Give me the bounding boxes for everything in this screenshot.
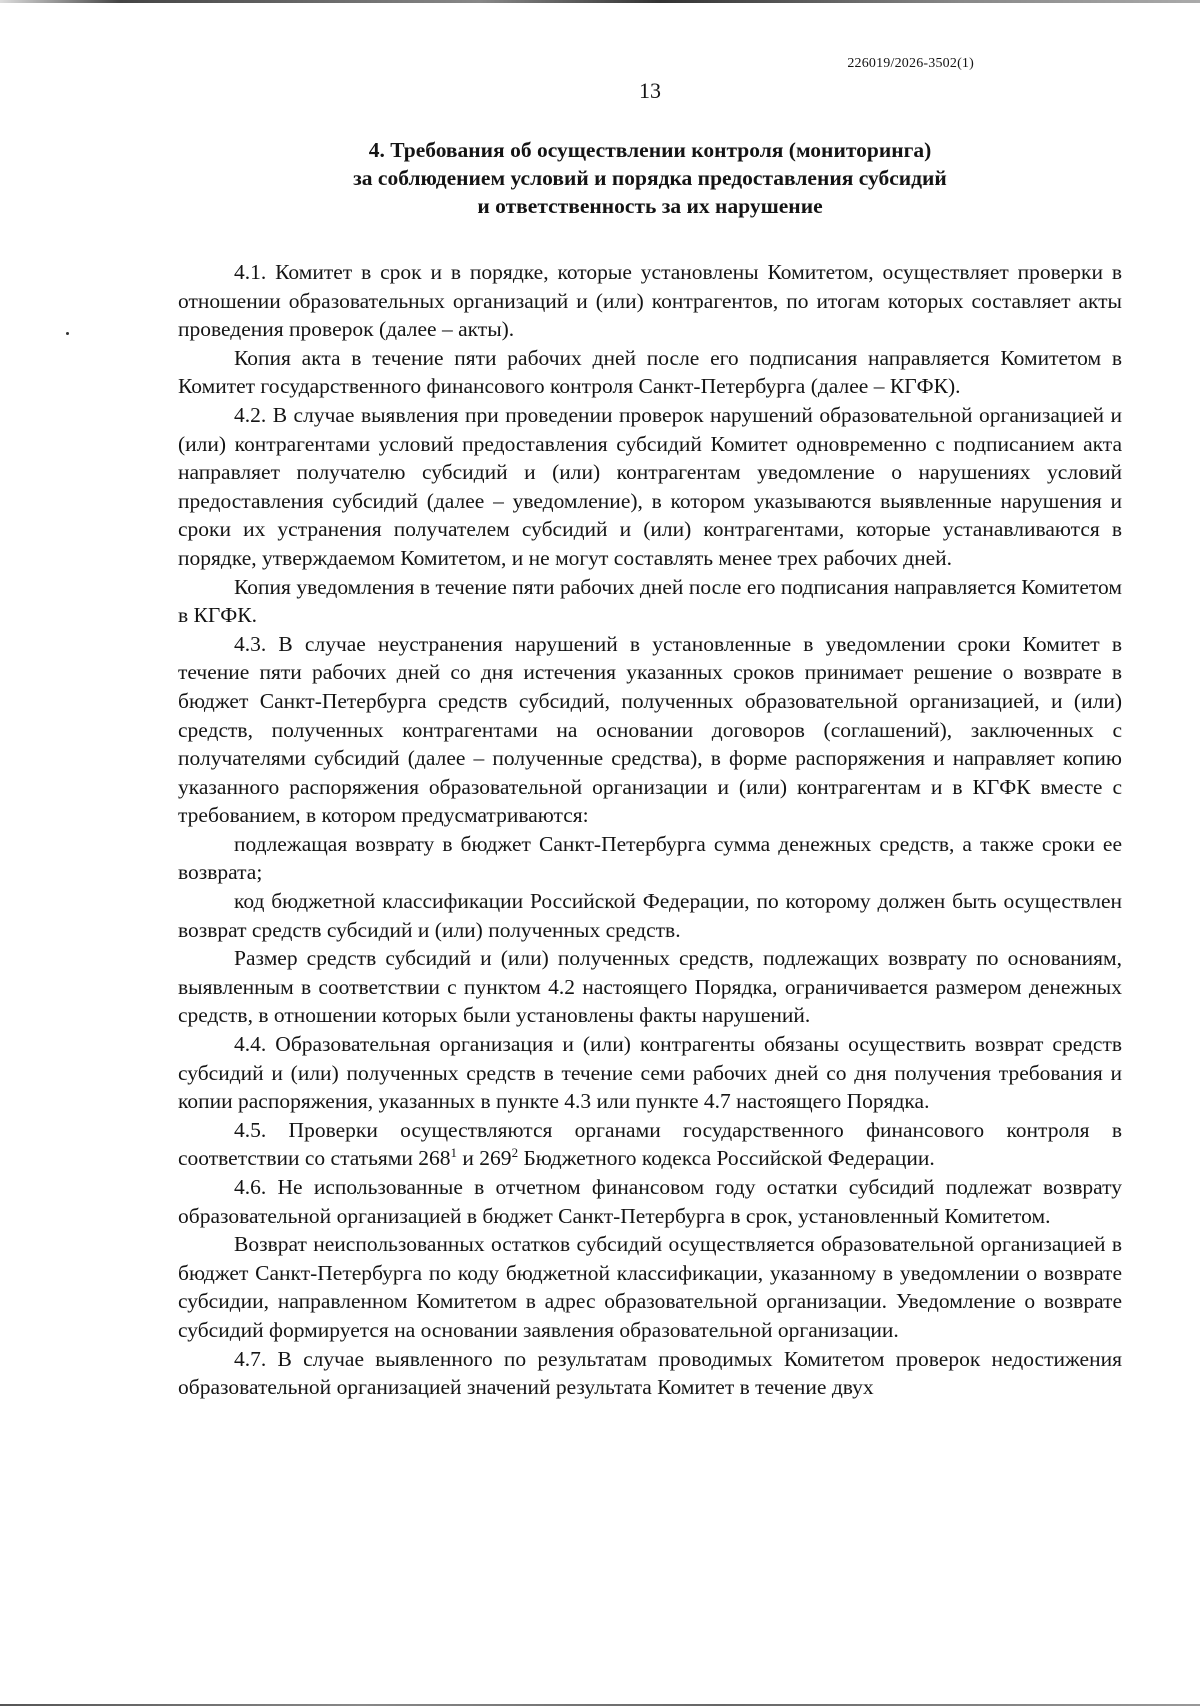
paragraph-4-5-text: Бюджетного кодекса Российской Федерации. [518, 1146, 935, 1171]
paragraph-4-5-text: и 269 [457, 1146, 512, 1171]
page-number: 13 [639, 78, 661, 103]
superscript-1: 1 [450, 1145, 458, 1161]
paragraph-4-6: 4.6. Не использованные в отчетном финансовом году остатки субсидий подлежат возврату образовательной организацией в бюджет Санкт-Петербурга в срок, установленный Комитетом. [178, 1175, 1122, 1228]
paragraph-4-3: 4.3. В случае неустранения нарушений в установленные в уведомлении сроки Комитет в течение пяти рабочих дней со дня истечения указанных сроков принимает решение о возврате в бюджет Санкт-Петербурга средств субсидий, полученных образовательной организацией, и (или) средств, полученных контрагентами на основании договоров (соглашений), заключенных с получателями субсидий (далее – полученные средства), в форме распоряжения и направляет копию указанного распоряжения образовательной организации и (или) контрагентам и в КГФК вместе с требованием, в котором предусматриваются: [178, 631, 1122, 828]
section-heading-line: 4. Требования об осуществлении контроля (мониторинга) [368, 138, 932, 162]
paragraph-refund-amount: подлежащая возврату в бюджет Санкт-Петербурга сумма денежных средств, а также сроки ее возврата; [178, 831, 1122, 885]
paragraph-4-2: 4.2. В случае выявления при проведении проверок нарушений образовательной организацией и (или) контрагентами условий предоставления субсидий Комитет одновременно с подписанием акта направляет получателю субсидий и (или) контрагентам уведомление о нарушениях условий предоставления субсидий (далее – уведомление), в котором указываются выявленные нарушения и сроки их устранения получателем субсидий и (или) контрагентами, которые устанавливаются в порядке, утверждаемом Комитетом, и не могут составлять менее трех рабочих дней. [178, 402, 1122, 570]
paragraph-4-4: 4.4. Образовательная организация и (или) контрагенты обязаны осуществить возврат средств субсидий и (или) полученных средств в течение семи рабочих дней со дня получения требования и копии распоряжения, указанных в пункте 4.3 или пункте 4.7 настоящего Порядка. [178, 1032, 1122, 1114]
paragraph-4-5-text: 4.5. Проверки осуществляются органами государственного финансового контроля в соответствии со статьями 268 [178, 1117, 1122, 1171]
paragraph-4-7: 4.7. В случае выявленного по результатам проводимых Комитетом проверок недостижения образовательной организацией значений результата Комитет в течение двух [178, 1346, 1122, 1400]
paragraph-refund-limit: Размер средств субсидий и (или) полученных средств, подлежащих возврату по основаниям, выявленным в соответствии с пунктом 4.2 настоящего Порядка, ограничивается размером денежных средств, в отношении которых были установлены факты нарушений. [178, 946, 1122, 1028]
superscript-2: 2 [511, 1145, 519, 1161]
paragraph-act-copy: Копия акта в течение пяти рабочих дней после его подписания направляется Комитетом в Комитет государственного финансового контроля Санкт-Петербурга (далее – КГФК). [178, 345, 1122, 399]
paragraph-4-5 [178, 1116, 1122, 1173]
document-body [178, 258, 1122, 1402]
paragraph-notice-copy: Копия уведомления в течение пяти рабочих дней после его подписания направляется Комитетом в КГФК. [178, 574, 1122, 628]
paragraph-budget-code: код бюджетной классификации Российской Федерации, по которому должен быть осуществлен возврат средств субсидий и (или) полученных средств. [178, 889, 1122, 942]
document-code: 226019/2026-3502(1) [847, 56, 974, 71]
section-heading [0, 136, 1200, 220]
scan-speck [66, 332, 69, 335]
section-heading-line: за соблюдением условий и порядка предоставления субсидий [353, 166, 947, 190]
paragraph-unused-refund: Возврат неиспользованных остатков субсидий осуществляется образовательной организацией в бюджет Санкт-Петербурга по коду бюджетной классификации, указанному в уведомлении о возврате субсидии, направленном Комитетом в адрес образовательной организации. Уведомление о возврате субсидий формируется на основании заявления образовательной организации. [178, 1232, 1122, 1342]
paragraph-4-1: 4.1. Комитет в срок и в порядке, которые установлены Комитетом, осуществляет проверки в отношении образовательных организаций и (или) контрагентов, по итогам которых составляет акты проведения проверок (далее – акты). [178, 260, 1122, 342]
section-heading-line: и ответственность за их нарушение [477, 194, 823, 218]
scan-edge-top [0, 0, 1200, 3]
